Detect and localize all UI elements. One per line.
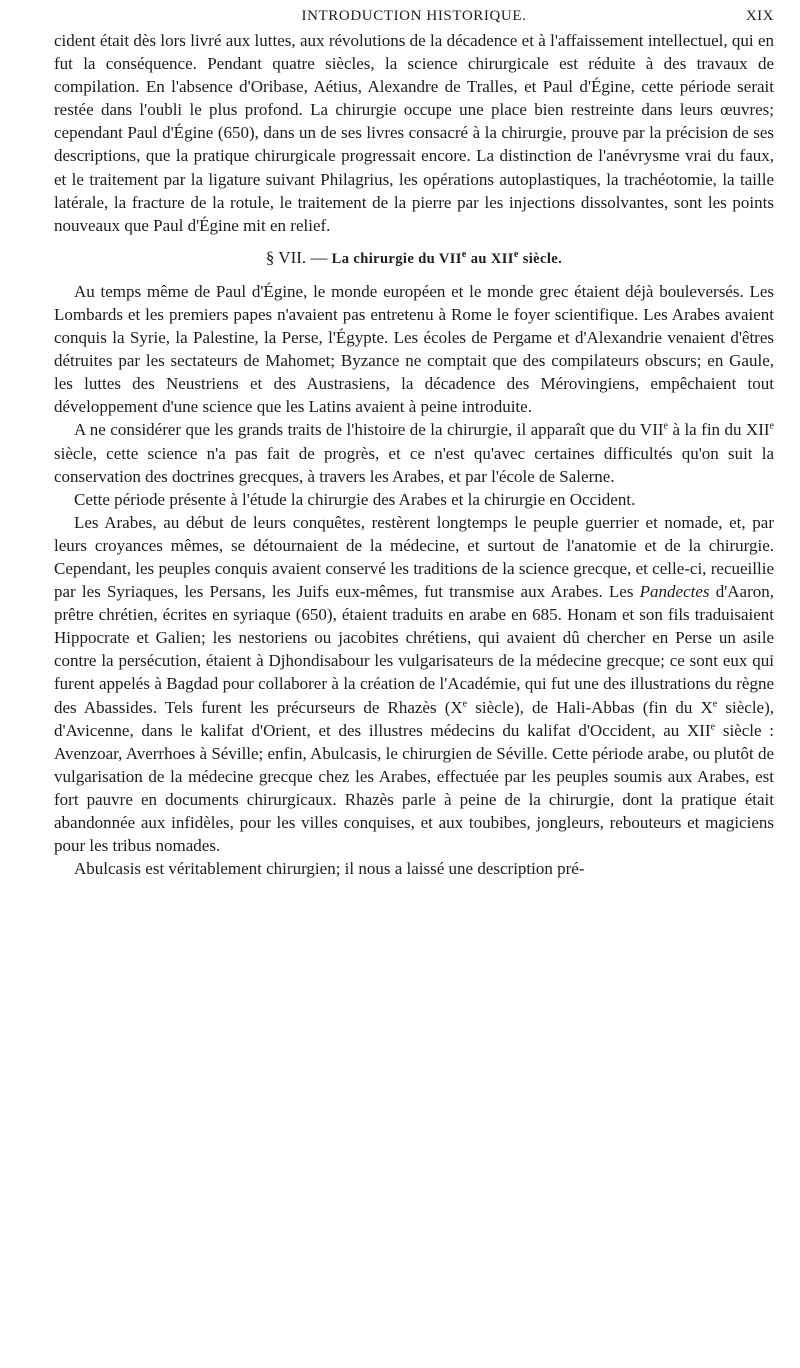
paragraph-1: Au temps même de Paul d'Égine, le monde européen et le monde grec étaient déjà bouleversés. Les Lombards et les premiers papes n'avaient pas entretenu à Rome le foyer scientifique. Les Arabes avaient conquis la Syrie, la Palestine, la Perse, l'Égypte. Les écoles de Pergame et d'Alexandrie venaient d'êtres détruites par les sectateurs de Mahomet; Byzance ne comptait que des compilateurs obscurs; en Gaule, les luttes des Neustriens et des Austrasiens, la décadence des Mérovingiens, empêchaient tout développement d'une science que les Latins avaient à peine introduite.	[54, 281, 774, 417]
body-text	[54, 29, 774, 880]
paragraph-2: A ne considérer que les grands traits de l'histoire de la chirurgie, il apparaît que du VIIe à la fin du XIIe siècle, cette science n'a pas fait de progrès, et ce n'est qu'avec certaines difficultés qu'on suit la conservation des doctrines grecques, à travers les Arabes, et par l'école de Salerne.	[54, 420, 774, 486]
paragraph-4: Les Arabes, au début de leurs conquêtes, restèrent longtemps le peuple guerrier et nomade, et, par leurs croyances mêmes, se détournaient de la médecine, et surtout de l'anatomie et de la chirurgie. Cependant, les peuples conquis avaient conservé les traditions de la science grecque, et celle-ci, recueillie par les Syriaques, les Persans, les Juifs eux-mêmes, fut transmise aux Arabes. Les Pandectes d'Aaron, prêtre chrétien, écrites en syriaque (650), étaient traduits en arabe en 685. Honam et son fils traduisaient Hippocrate et Galien; les nestoriens ou jacobites chrétiens, qui avaient dû chercher en Perse un asile contre la persécution, étaient à Djhondisabour les vulgarisateurs de la médecine grecque; ce sont eux qui furent appelés à Bagdad pour collaborer à la création de l'Académie, qui fut une des illustrations du règne des Abassides. Tels furent les précurseurs de Rhazès (Xe siècle), de Hali-Abbas (fin du Xe siècle), d'Avicenne, dans le kalifat d'Orient, et des illustres médecins du kalifat d'Occident, au XIIe siècle : Avenzoar, Averrhoes à Séville; enfin, Abulcasis, le chirurgien de Séville. Cette période arabe, ou plutôt de vulgarisation de la médecine grecque chez les Arabes, effectuée par les peuples soumis aux Arabes, est fort pauvre en documents chirurgicaux. Rhazès parle à peine de la chirurgie, dont la pratique était abandonnée aux infidèles, pour les villes conquises, et aux toubibes, jongleurs, rebouteurs et magiciens pour les tribus nomades.	[54, 512, 775, 856]
page-number: XIX	[745, 8, 774, 24]
section-number: § VII. —	[265, 247, 328, 267]
running-head	[54, 4, 774, 28]
paragraph-5: Abulcasis est véritablement chirurgien; il nous a laissé une description pré-	[74, 859, 585, 879]
paragraph-3: Cette période présente à l'étude la chirurgie des Arabes et la chirurgie en Occident.	[74, 489, 636, 509]
section-title: La chirurgie du VIIe au XIIe siècle.	[331, 249, 563, 267]
running-title: INTRODUCTION HISTORIQUE.	[301, 8, 527, 24]
italic-title: Pandectes	[639, 582, 710, 602]
paragraph-continuation: cident était dès lors livré aux luttes, aux révolutions de la décadence et à l'affaissement intellectuel, qui en fut la conséquence. Pendant quatre siècles, la science chirurgicale est réduite à des travaux de compilation. En l'absence d'Oribase, Aétius, Alexandre de Tralles, et Paul d'Égine, cette période serait restée dans l'oubli le plus profond. La chirurgie occupe une place bien restreinte dans leurs œuvres; cependant Paul d'Égine (650), dans un de ses livres consacré à la chirurgie, prouve par la précision de ses descriptions, que la pratique chirurgicale progressait encore. La distinction de l'anévrysme vrai du faux, et le traitement par la ligature suivant Philagrius, les opérations autoplastiques, la trachéotomie, la taille latérale, la fracture de la rotule, le traitement de la pierre par les injections dissolvantes, sont les points nouveaux que Paul d'Égine mit en relief.	[54, 31, 774, 235]
section-heading	[54, 246, 774, 271]
